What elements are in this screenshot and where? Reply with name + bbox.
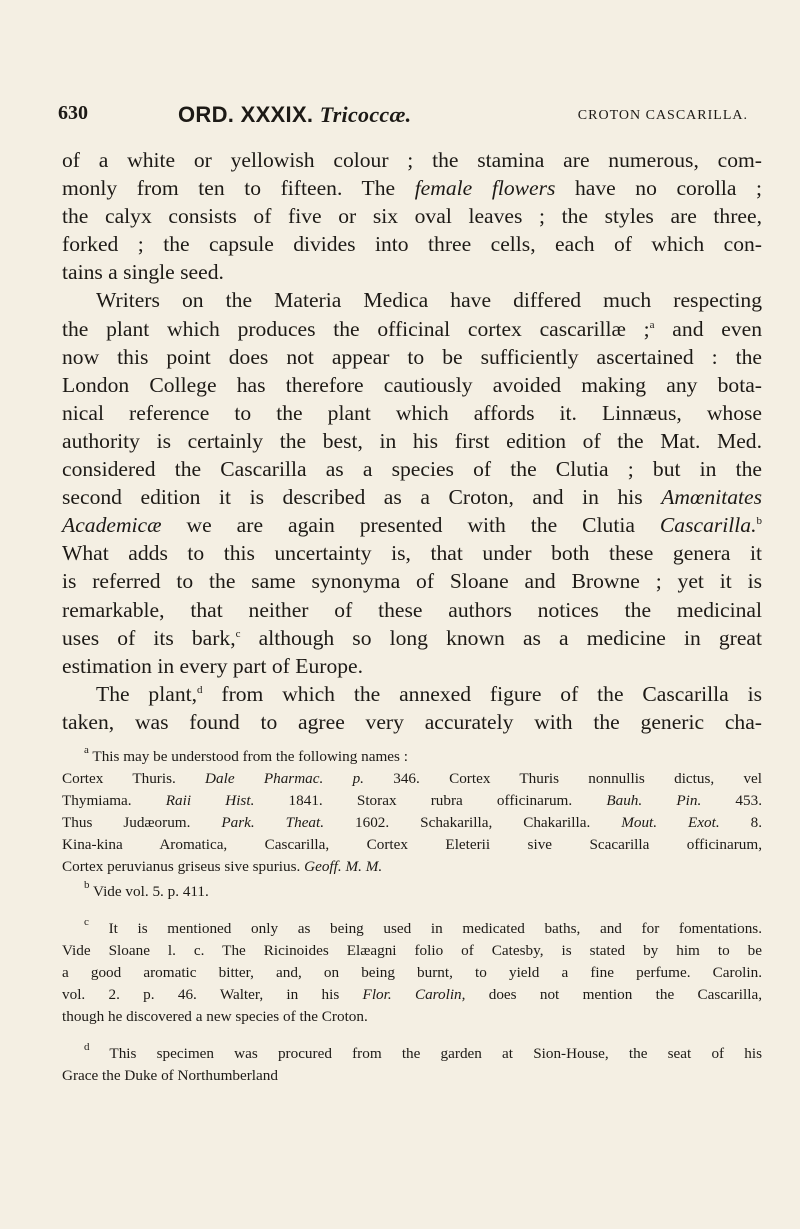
text-line: the calyx consists of five or six oval leaves ; the styles are three, (62, 204, 762, 229)
text-line: uses of its bark,$^c$ although so long known as a medicine in great (62, 625, 762, 650)
page-number: 630 (58, 102, 88, 124)
footnote-c (62, 918, 762, 1028)
order-heading (178, 102, 411, 128)
text-line: tains a single seed. (62, 260, 224, 285)
footnote-text: Vide vol. 5. p. 411. (93, 883, 209, 900)
footnote-line: though he discovered a new species of the Croton. (62, 1008, 368, 1025)
footnote-line: Cortex Thuris. Dale Pharmac. p. 346. Cortex Thuris nonnullis dictus, vel (62, 770, 763, 787)
text-line: monly from ten to fifteen. The female flowers have no corolla ; (62, 176, 762, 201)
italic-term: female flowers (414, 176, 556, 201)
footnote-line: vol. 2. p. 46. Walter, in his Flor. Carolin, does not mention the Cascarilla, (62, 986, 762, 1003)
text-line: authority is certainly the best, in his first edition of the Mat. Med. (62, 428, 762, 453)
footnote-line: Vide Sloane l. c. The Ricinoides Elæagni folio of Catesby, is stated by him to be (62, 942, 762, 959)
footnote-line: Thus Judæorum. Park. Theat. 1602. Schakarilla, Chakarilla. Mout. Exot. 8. (62, 814, 763, 831)
text-line: taken, was found to agree very accurately with the generic cha- (62, 709, 762, 734)
italic-term: Amœnitates (661, 485, 762, 510)
text-line: now this point does not appear to be sufficiently ascertained : the (62, 344, 762, 369)
footnote-mark: d (84, 1041, 90, 1053)
text-line: remarkable, that neither of these authors notices the medicinal (62, 597, 762, 622)
footnote-ref-b: b (756, 515, 762, 528)
footnote-d (62, 1043, 762, 1087)
footnote-line: Grace the Duke of Northumberland (62, 1067, 278, 1084)
text-line: London College has therefore cautiously avoided making any bota- (62, 372, 762, 397)
footnote-line: Cortex peruvianus griseus sive spurius. Geoff. M. M. (62, 858, 383, 875)
footnote-text: It is mentioned only as being used in medicated baths, and for fomentations. (108, 920, 763, 937)
footnote-a (62, 746, 762, 878)
footnote-text: This may be understood from the following names : (92, 748, 408, 765)
footnote-line: Kina-kina Aromatica, Cascarilla, Cortex Eleterii sive Scacarilla officinarum, (62, 836, 762, 853)
text-line: Writers on the Materia Medica have differed much respecting (96, 288, 762, 313)
text-line: of a white or yellowish colour ; the stamina are numerous, com- (62, 148, 762, 172)
family-name: Tricoccæ. (319, 102, 412, 127)
footnote-line: Thymiama. Raii Hist. 1841. Storax rubra officinarum. Bauh. Pin. 453. (62, 792, 763, 809)
footnote-text: This specimen was procured from the garden at Sion-House, the seat of his (109, 1045, 763, 1062)
text-line: Academicæ we are again presented with the Clutia Cascarilla.$^b$ (62, 513, 762, 538)
main-text (62, 146, 762, 736)
footnote-b (62, 881, 762, 903)
footnote-line: a good aromatic bitter, and, on being burnt, to yield a fine perfume. Carolin. (62, 964, 762, 981)
text-line: What adds to this uncertainty is, that under both these genera it (62, 541, 762, 566)
italic-term: Cascarilla. (659, 513, 757, 538)
text-line: the plant which produces the officinal cortex cascarillæ ;$^a$ and even (62, 316, 762, 341)
footnote-mark: a (84, 744, 89, 756)
text-line: is referred to the same synonyma of Sloane and Browne ; yet it is (62, 569, 762, 594)
footnote-ref-d: d (197, 683, 203, 696)
order-label: ORD. XXXIX. (178, 102, 314, 127)
text-line: nical reference to the plant which affords it. Linnæus, whose (62, 400, 762, 425)
running-title: CROTON CASCARILLA. (577, 108, 748, 123)
footnote-ref-c: c (235, 627, 241, 640)
footnote-ref-a: a (649, 318, 655, 331)
text-line: forked ; the capsule divides into three cells, each of which con- (62, 232, 762, 257)
text-line: considered the Cascarilla as a species of the Clutia ; but in the (62, 457, 762, 482)
running-header (58, 102, 748, 134)
footnote-mark: b (84, 879, 90, 891)
italic-term: Academicæ (62, 513, 162, 538)
text-line: estimation in every part of Europe. (62, 653, 364, 678)
footnote-mark: c (84, 916, 89, 928)
text-line: The plant,$^d$ from which the annexed figure of the Cascarilla is (96, 681, 762, 706)
text-line: second edition it is described as a Croton, and in his Amœnitates (62, 485, 762, 510)
